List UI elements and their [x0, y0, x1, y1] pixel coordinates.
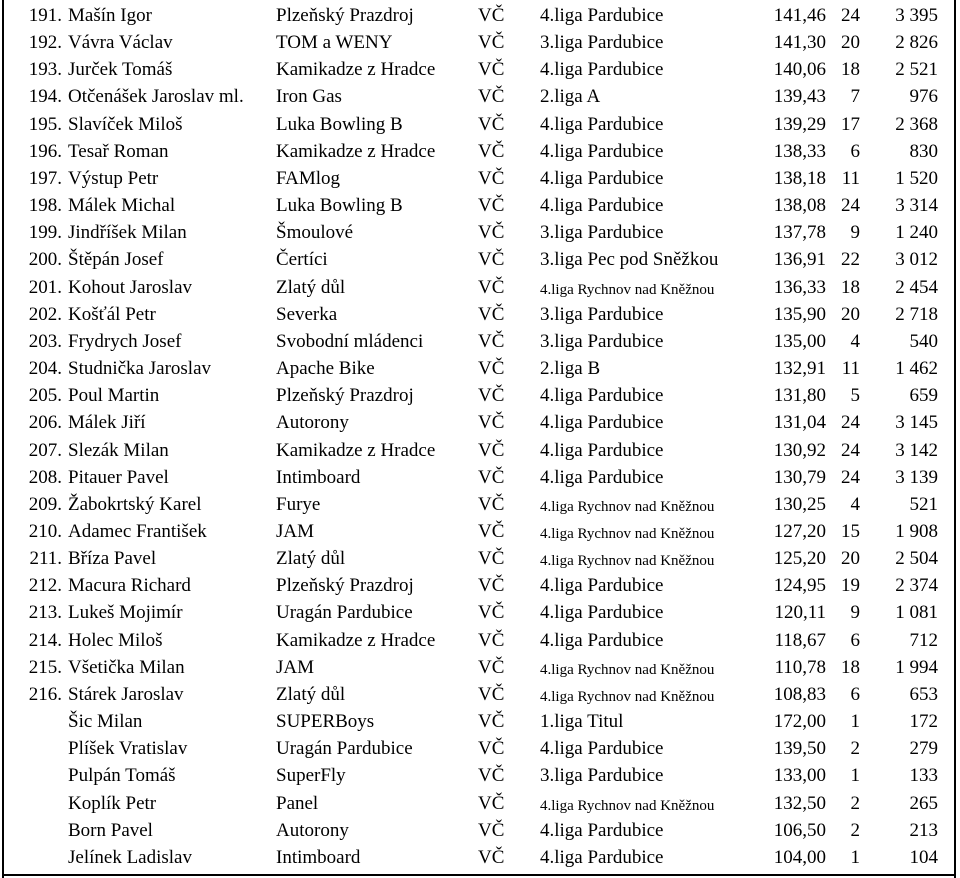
team-cell: JAM	[276, 520, 315, 542]
league-cell: 4.liga Pardubice	[540, 385, 664, 407]
category-cell: VČ	[478, 59, 505, 81]
rank-cell: 206.	[28, 412, 62, 434]
total-cell: 3 139	[895, 466, 938, 488]
average-cell: 139,29	[773, 113, 826, 135]
average-cell: 138,18	[773, 167, 826, 189]
league-cell: 4.liga Pardubice	[540, 167, 664, 189]
table-row	[0, 465, 960, 492]
rank-cell: 208.	[28, 466, 62, 488]
team-cell: Kamikadze z Hradce	[276, 439, 436, 461]
category-cell: VČ	[478, 5, 505, 26]
average-cell: 139,43	[773, 86, 826, 108]
games-cell: 18	[841, 656, 860, 678]
rank-cell: 205.	[28, 385, 62, 407]
league-cell: 4.liga Pardubice	[540, 466, 664, 488]
games-cell: 1	[850, 711, 860, 733]
team-cell: Uragán Pardubice	[276, 602, 413, 624]
games-cell: 20	[841, 32, 860, 54]
games-cell: 6	[850, 140, 860, 162]
team-cell: Kamikadze z Hradce	[276, 629, 436, 651]
table-row	[0, 628, 960, 655]
games-cell: 24	[841, 5, 860, 26]
league-cell: 4.liga Pardubice	[540, 195, 664, 217]
team-cell: Severka	[276, 303, 338, 325]
table-row	[0, 247, 960, 274]
table-row	[0, 709, 960, 736]
total-cell: 2 454	[895, 276, 938, 298]
league-cell: 4.liga Pardubice	[540, 819, 664, 841]
games-cell: 19	[841, 575, 860, 597]
games-cell: 5	[850, 385, 860, 407]
games-cell: 20	[841, 548, 860, 570]
league-cell: 4.liga Pardubice	[540, 846, 664, 868]
league-cell: 3.liga Pardubice	[540, 330, 664, 352]
team-cell: FAMlog	[276, 167, 341, 189]
league-cell: 3.liga Pardubice	[540, 303, 664, 325]
games-cell: 2	[850, 819, 860, 841]
table-row	[0, 736, 960, 763]
league-cell: 3.liga Pardubice	[540, 32, 664, 54]
player-name-cell: Jindříšek Milan	[68, 222, 187, 244]
player-name-cell: Adamec František	[68, 520, 207, 542]
table-row	[0, 193, 960, 220]
league-cell: 4.liga Pardubice	[540, 602, 664, 624]
player-name-cell: Šic Milan	[68, 711, 143, 733]
total-cell: 2 368	[895, 113, 938, 135]
games-cell: 24	[841, 195, 860, 217]
rank-cell: 207.	[28, 439, 62, 461]
category-cell: VČ	[478, 493, 505, 515]
category-cell: VČ	[478, 412, 505, 434]
player-name-cell: Macura Richard	[68, 575, 191, 597]
total-cell: 976	[909, 86, 938, 108]
average-cell: 120,11	[774, 602, 826, 624]
rank-cell: 192.	[28, 32, 62, 54]
games-cell: 11	[841, 167, 860, 189]
total-cell: 540	[909, 330, 938, 352]
player-name-cell: Poul Martin	[68, 385, 160, 407]
league-cell: 4.liga Rychnov nad Kněžnou	[540, 797, 715, 814]
league-cell: 4.liga Pardubice	[540, 412, 664, 434]
average-cell: 140,06	[773, 59, 826, 81]
team-cell: Šmoulové	[276, 222, 354, 244]
average-cell: 106,50	[773, 819, 826, 841]
total-cell: 3 395	[895, 5, 938, 26]
player-name-cell: Kohout Jaroslav	[68, 276, 193, 298]
league-cell: 4.liga Pardubice	[540, 575, 664, 597]
league-cell: 3.liga Pardubice	[540, 222, 664, 244]
category-cell: VČ	[478, 602, 505, 624]
rank-cell: 202.	[28, 303, 62, 325]
games-cell: 22	[841, 249, 860, 271]
average-cell: 139,50	[773, 738, 826, 760]
rank-cell: 199.	[28, 222, 62, 244]
player-name-cell: Jurček Tomáš	[68, 59, 173, 81]
category-cell: VČ	[478, 846, 505, 868]
player-name-cell: Tesař Roman	[68, 140, 169, 162]
player-name-cell: Lukeš Mojimír	[68, 602, 183, 624]
league-cell: 4.liga Pardubice	[540, 629, 664, 651]
games-cell: 15	[841, 520, 860, 542]
team-cell: Plzeňský Prazdroj	[276, 5, 414, 26]
table-row	[0, 220, 960, 247]
rank-cell: 200.	[28, 249, 62, 271]
category-cell: VČ	[478, 32, 505, 54]
league-cell: 4.liga Pardubice	[540, 140, 664, 162]
average-cell: 118,67	[774, 629, 826, 651]
team-cell: JAM	[276, 656, 315, 678]
rank-cell: 193.	[28, 59, 62, 81]
average-cell: 131,04	[773, 412, 826, 434]
category-cell: VČ	[478, 819, 505, 841]
player-name-cell: Vávra Václav	[68, 32, 173, 54]
average-cell: 137,78	[773, 222, 826, 244]
player-name-cell: Studnička Jaroslav	[68, 358, 212, 380]
table-row	[0, 112, 960, 139]
table-row	[0, 655, 960, 682]
games-cell: 1	[850, 765, 860, 787]
games-cell: 6	[850, 683, 860, 705]
table-row	[0, 57, 960, 84]
category-cell: VČ	[478, 249, 505, 271]
category-cell: VČ	[478, 765, 505, 787]
games-cell: 6	[850, 629, 860, 651]
average-cell: 104,00	[773, 846, 826, 868]
table-row	[0, 519, 960, 546]
total-cell: 2 521	[895, 59, 938, 81]
team-cell: Zlatý důl	[276, 548, 346, 570]
average-cell: 108,83	[773, 683, 826, 705]
team-cell: Plzeňský Prazdroj	[276, 575, 414, 597]
games-cell: 11	[841, 358, 860, 380]
total-cell: 265	[909, 792, 938, 814]
games-cell: 24	[841, 412, 860, 434]
table-row	[0, 600, 960, 627]
league-cell: 2.liga B	[540, 358, 601, 380]
rank-cell: 212.	[28, 575, 62, 597]
table-row	[0, 438, 960, 465]
table-row	[0, 302, 960, 329]
player-name-cell: Born Pavel	[68, 819, 153, 841]
total-cell: 659	[909, 385, 938, 407]
player-name-cell: Málek Jiří	[68, 412, 146, 434]
average-cell: 138,33	[773, 140, 826, 162]
total-cell: 213	[909, 819, 938, 841]
team-cell: SUPERBoys	[276, 711, 375, 733]
table-row	[0, 492, 960, 519]
player-name-cell: Málek Michal	[68, 195, 176, 217]
total-cell: 1 908	[895, 520, 938, 542]
category-cell: VČ	[478, 792, 505, 814]
total-cell: 3 314	[895, 195, 938, 217]
player-name-cell: Pitauer Pavel	[68, 466, 169, 488]
total-cell: 1 240	[895, 222, 938, 244]
league-cell: 4.liga Pardubice	[540, 738, 664, 760]
category-cell: VČ	[478, 140, 505, 162]
category-cell: VČ	[478, 466, 505, 488]
total-cell: 2 826	[895, 32, 938, 54]
total-cell: 521	[909, 493, 938, 515]
table-row	[0, 818, 960, 845]
table-row	[0, 166, 960, 193]
average-cell: 133,00	[773, 765, 826, 787]
category-cell: VČ	[478, 222, 505, 244]
rank-cell: 215.	[28, 656, 62, 678]
league-cell: 4.liga Rychnov nad Kněžnou	[540, 661, 715, 678]
league-cell: 4.liga Rychnov nad Kněžnou	[540, 498, 715, 515]
total-cell: 279	[909, 738, 938, 760]
total-cell: 133	[909, 765, 938, 787]
bottom-border-line	[2, 874, 956, 876]
team-cell: Uragán Pardubice	[276, 738, 413, 760]
league-cell: 4.liga Pardubice	[540, 5, 664, 26]
team-cell: Zlatý důl	[276, 683, 346, 705]
average-cell: 138,08	[773, 195, 826, 217]
category-cell: VČ	[478, 520, 505, 542]
average-cell: 124,95	[773, 575, 826, 597]
category-cell: VČ	[478, 167, 505, 189]
category-cell: VČ	[478, 113, 505, 135]
total-cell: 1 462	[895, 358, 938, 380]
average-cell: 131,80	[773, 385, 826, 407]
player-name-cell: Žabokrtský Karel	[68, 493, 202, 515]
player-name-cell: Slavíček Miloš	[68, 113, 183, 135]
team-cell: Apache Bike	[276, 358, 375, 380]
rank-cell: 204.	[28, 358, 62, 380]
team-cell: Iron Gas	[276, 86, 342, 108]
team-cell: Intimboard	[276, 466, 361, 488]
average-cell: 132,91	[773, 358, 826, 380]
rank-cell: 216.	[28, 683, 62, 705]
category-cell: VČ	[478, 330, 505, 352]
table-row	[0, 84, 960, 111]
category-cell: VČ	[478, 385, 505, 407]
games-cell: 4	[850, 330, 860, 352]
league-cell: 4.liga Rychnov nad Kněžnou	[540, 688, 715, 705]
player-name-cell: Otčenášek Jaroslav ml.	[68, 86, 244, 108]
total-cell: 2 504	[895, 548, 938, 570]
category-cell: VČ	[478, 439, 505, 461]
average-cell: 135,00	[773, 330, 826, 352]
team-cell: Kamikadze z Hradce	[276, 140, 436, 162]
team-cell: Autorony	[276, 819, 349, 841]
team-cell: Intimboard	[276, 846, 361, 868]
total-cell: 653	[909, 683, 938, 705]
rank-cell: 191.	[28, 5, 62, 26]
rank-cell: 194.	[28, 86, 62, 108]
category-cell: VČ	[478, 711, 505, 733]
league-cell: 4.liga Pardubice	[540, 113, 664, 135]
table-row	[0, 682, 960, 709]
team-cell: SuperFly	[276, 765, 346, 787]
category-cell: VČ	[478, 738, 505, 760]
games-cell: 9	[850, 222, 860, 244]
table-row	[0, 329, 960, 356]
league-cell: 3.liga Pardubice	[540, 765, 664, 787]
average-cell: 136,33	[773, 276, 826, 298]
average-cell: 130,25	[773, 493, 826, 515]
total-cell: 2 718	[895, 303, 938, 325]
table-row	[0, 139, 960, 166]
rank-cell: 195.	[28, 113, 62, 135]
league-cell: 3.liga Pec pod Sněžkou	[540, 249, 719, 271]
league-cell: 1.liga Titul	[540, 711, 624, 733]
player-name-cell: Štěpán Josef	[68, 249, 164, 271]
rank-cell: 197.	[28, 167, 62, 189]
league-cell: 4.liga Rychnov nad Kněžnou	[540, 553, 715, 570]
total-cell: 3 145	[895, 412, 938, 434]
average-cell: 135,90	[773, 303, 826, 325]
ranking-table	[0, 3, 960, 872]
team-cell: Plzeňský Prazdroj	[276, 385, 414, 407]
rank-cell: 196.	[28, 140, 62, 162]
player-name-cell: Košťál Petr	[68, 303, 156, 325]
games-cell: 24	[841, 439, 860, 461]
rank-cell: 214.	[28, 629, 62, 651]
player-name-cell: Pulpán Tomáš	[68, 765, 176, 787]
games-cell: 7	[850, 86, 860, 108]
games-cell: 2	[850, 738, 860, 760]
average-cell: 130,92	[773, 439, 826, 461]
table-row	[0, 410, 960, 437]
average-cell: 132,50	[773, 792, 826, 814]
average-cell: 110,78	[774, 656, 826, 678]
table-row	[0, 30, 960, 57]
games-cell: 9	[850, 602, 860, 624]
average-cell: 141,30	[773, 32, 826, 54]
rank-cell: 198.	[28, 195, 62, 217]
team-cell: Furye	[276, 493, 321, 515]
total-cell: 1 081	[895, 602, 938, 624]
league-cell: 4.liga Pardubice	[540, 59, 664, 81]
rank-cell: 201.	[28, 276, 62, 298]
player-name-cell: Bříza Pavel	[68, 548, 157, 570]
total-cell: 1 520	[895, 167, 938, 189]
player-name-cell: Stárek Jaroslav	[68, 683, 184, 705]
total-cell: 830	[909, 140, 938, 162]
category-cell: VČ	[478, 683, 505, 705]
games-cell: 18	[841, 276, 860, 298]
average-cell: 136,91	[773, 249, 826, 271]
category-cell: VČ	[478, 86, 505, 108]
rank-cell: 209.	[28, 493, 62, 515]
player-name-cell: Výstup Petr	[68, 167, 159, 189]
league-cell: 4.liga Pardubice	[540, 439, 664, 461]
player-name-cell: Mašín Igor	[68, 5, 152, 26]
category-cell: VČ	[478, 195, 505, 217]
average-cell: 127,20	[773, 520, 826, 542]
team-cell: Luka Bowling B	[276, 195, 403, 217]
games-cell: 17	[841, 113, 860, 135]
table-row	[0, 791, 960, 818]
player-name-cell: Jelínek Ladislav	[68, 846, 192, 868]
total-cell: 104	[909, 846, 938, 868]
table-row	[0, 356, 960, 383]
player-name-cell: Plíšek Vratislav	[68, 738, 188, 760]
team-cell: Panel	[276, 792, 319, 814]
total-cell: 2 374	[895, 575, 938, 597]
category-cell: VČ	[478, 575, 505, 597]
average-cell: 130,79	[773, 466, 826, 488]
player-name-cell: Holec Miloš	[68, 629, 163, 651]
player-name-cell: Frydrych Josef	[68, 330, 182, 352]
team-cell: Autorony	[276, 412, 349, 434]
category-cell: VČ	[478, 358, 505, 380]
games-cell: 24	[841, 466, 860, 488]
total-cell: 3 012	[895, 249, 938, 271]
average-cell: 172,00	[773, 711, 826, 733]
category-cell: VČ	[478, 548, 505, 570]
rank-cell: 203.	[28, 330, 62, 352]
league-cell: 4.liga Rychnov nad Kněžnou	[540, 281, 715, 298]
table-row	[0, 275, 960, 302]
rank-cell: 213.	[28, 602, 62, 624]
games-cell: 20	[841, 303, 860, 325]
team-cell: TOM a WENY	[276, 32, 393, 54]
total-cell: 1 994	[895, 656, 938, 678]
games-cell: 18	[841, 59, 860, 81]
category-cell: VČ	[478, 276, 505, 298]
team-cell: Zlatý důl	[276, 276, 346, 298]
category-cell: VČ	[478, 303, 505, 325]
team-cell: Kamikadze z Hradce	[276, 59, 436, 81]
table-row	[0, 763, 960, 790]
player-name-cell: Všetička Milan	[68, 656, 185, 678]
games-cell: 2	[850, 792, 860, 814]
games-cell: 1	[850, 846, 860, 868]
table-row	[0, 845, 960, 872]
category-cell: VČ	[478, 629, 505, 651]
total-cell: 172	[909, 711, 938, 733]
total-cell: 3 142	[895, 439, 938, 461]
games-cell: 4	[850, 493, 860, 515]
table-row	[0, 573, 960, 600]
category-cell: VČ	[478, 656, 505, 678]
table-row	[0, 383, 960, 410]
average-cell: 125,20	[773, 548, 826, 570]
rank-cell: 210.	[28, 520, 62, 542]
table-row	[0, 546, 960, 573]
player-name-cell: Koplík Petr	[68, 792, 157, 814]
team-cell: Svobodní mládenci	[276, 330, 424, 352]
league-cell: 4.liga Rychnov nad Kněžnou	[540, 525, 715, 542]
total-cell: 712	[909, 629, 938, 651]
league-cell: 2.liga A	[540, 86, 601, 108]
player-name-cell: Slezák Milan	[68, 439, 169, 461]
table-row	[0, 3, 960, 30]
team-cell: Čertíci	[276, 249, 328, 271]
team-cell: Luka Bowling B	[276, 113, 403, 135]
average-cell: 141,46	[773, 5, 826, 26]
rank-cell: 211.	[29, 548, 62, 570]
